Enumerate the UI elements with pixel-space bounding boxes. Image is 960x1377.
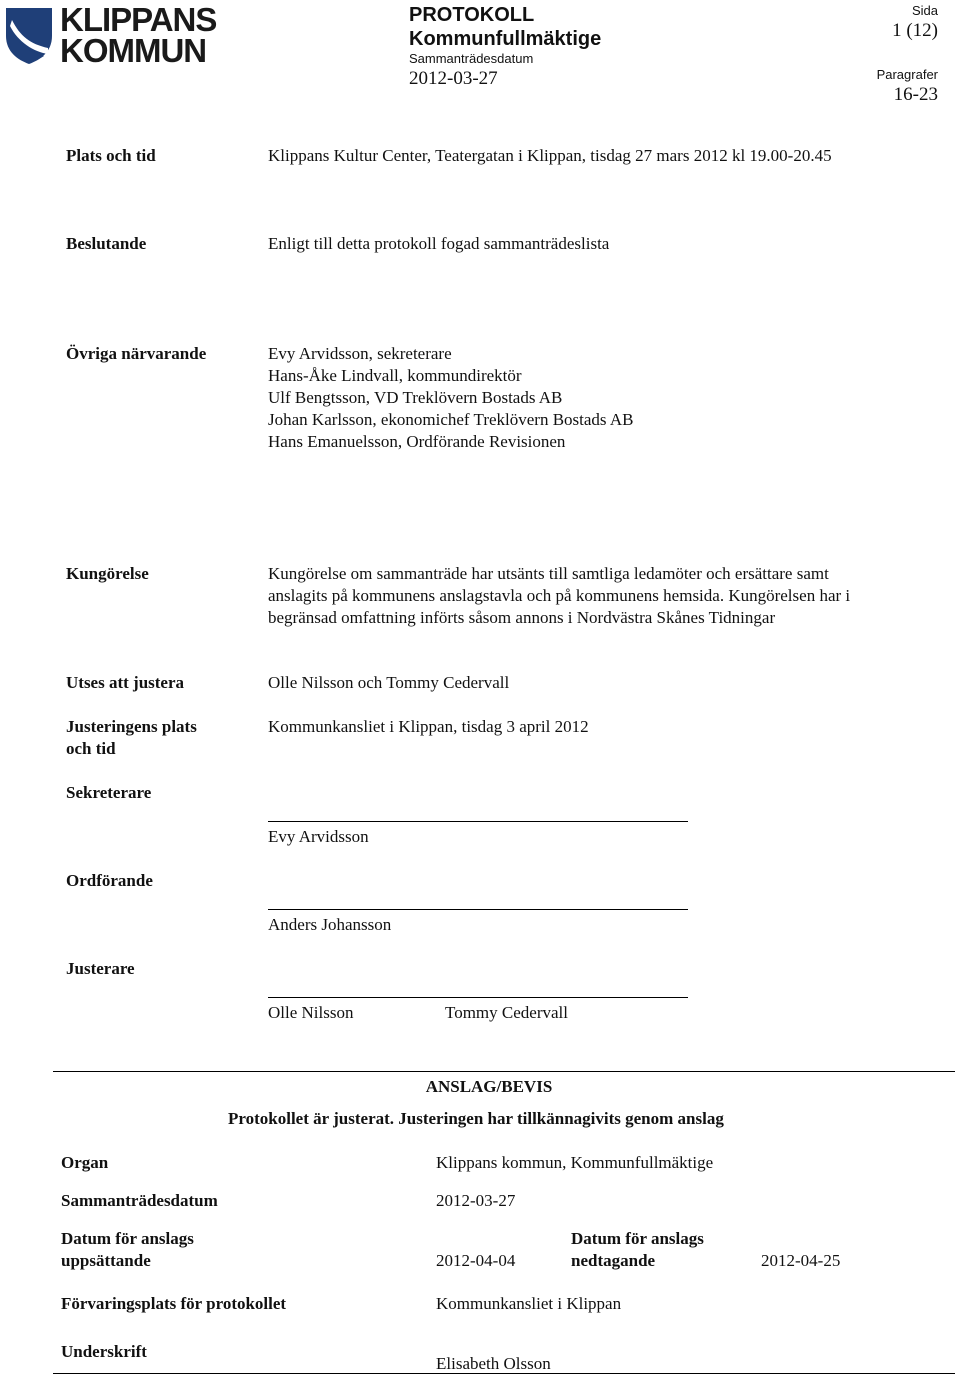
- paragraphs-label: Paragrafer: [876, 67, 938, 82]
- nedtagande-value: 2012-04-25: [761, 1251, 841, 1270]
- sekreterare-signature-line: [268, 821, 688, 822]
- text-line: begränsad omfattning införts såsom annons i Nordvästra Skånes Tidningar: [268, 608, 776, 627]
- uppsattande-value: 2012-04-04: [436, 1251, 516, 1270]
- paragraphs-range: 16-23: [893, 84, 938, 105]
- ovriga-label: Övriga närvarande: [66, 344, 207, 363]
- list-item: Johan Karlsson, ekonomichef Treklövern Bostads AB: [268, 410, 634, 429]
- justerare-label: Justerare: [66, 959, 135, 978]
- meeting-date: 2012-03-27: [409, 68, 498, 89]
- justerare-name-1: Olle Nilsson: [268, 1003, 354, 1022]
- underskrift-name: Elisabeth Olsson: [436, 1354, 551, 1373]
- anslag-subtitle: Protokollet är justerat. Justeringen har tillkännagivits genom anslag: [228, 1109, 724, 1128]
- anslag-datum-value: 2012-03-27: [436, 1191, 516, 1210]
- justering-label-line2: och tid: [66, 739, 116, 758]
- list-item: Hans-Åke Lindvall, kommundirektör: [268, 366, 522, 385]
- kungorelse-text: [268, 563, 850, 629]
- text-line: anslagits på kommunens anslagstavla och på kommunens hemsida. Kungörelsen har i: [268, 586, 851, 605]
- nedtagande-label-line1: Datum för anslags: [571, 1229, 704, 1248]
- list-item: Ulf Bengtsson, VD Treklövern Bostads AB: [268, 388, 563, 407]
- justerare-signature-line: [268, 997, 688, 998]
- forvaring-label: Förvaringsplats för protokollet: [61, 1294, 287, 1313]
- anslag-title: ANSLAG/BEVIS: [425, 1077, 553, 1096]
- nedtagande-label: [571, 1228, 704, 1272]
- anslag-top-divider: [53, 1071, 955, 1072]
- page-number: 1 (12): [892, 20, 938, 41]
- uppsattande-label-line2: uppsättande: [61, 1251, 151, 1270]
- justering-label: [66, 716, 197, 760]
- plats-label: Plats och tid: [66, 146, 156, 165]
- document-type: PROTOKOLL: [409, 4, 535, 26]
- beslutande-value: Enligt till detta protokoll fogad sammanträdeslista: [268, 234, 610, 253]
- page-label: Sida: [911, 3, 938, 18]
- anslag-bottom-divider: [53, 1373, 955, 1374]
- meeting-date-label: Sammanträdesdatum: [409, 51, 534, 66]
- ordforande-signature-line: [268, 909, 688, 910]
- organ-value: Klippans kommun, Kommunfullmäktige: [436, 1153, 714, 1172]
- anslag-datum-label: Sammanträdesdatum: [61, 1191, 218, 1210]
- logo-text-line1: KLIPPANS: [60, 1, 217, 38]
- organ-label: Organ: [61, 1153, 109, 1172]
- plats-value: Klippans Kultur Center, Teatergatan i Klippan, tisdag 27 mars 2012 kl 19.00-20.45: [268, 146, 832, 165]
- list-item: Hans Emanuelsson, Ordförande Revisionen: [268, 432, 566, 451]
- coat-of-arms-icon: [4, 6, 54, 66]
- uppsattande-label: [61, 1228, 194, 1272]
- ordforande-label: Ordförande: [66, 871, 153, 890]
- beslutande-label: Beslutande: [66, 234, 147, 253]
- list-item: Evy Arvidsson, sekreterare: [268, 344, 452, 363]
- sekreterare-label: Sekreterare: [66, 783, 152, 802]
- underskrift-label: Underskrift: [61, 1342, 147, 1361]
- uppsattande-label-line1: Datum för anslags: [61, 1229, 194, 1248]
- justerare-name-2: Tommy Cedervall: [445, 1003, 568, 1022]
- municipality-logo: [4, 1, 217, 69]
- utses-label: Utses att justera: [66, 673, 185, 692]
- nedtagande-label-line2: nedtagande: [571, 1251, 656, 1270]
- logo-text-line2: KOMMUN: [60, 32, 207, 69]
- body-name: Kommunfullmäktige: [409, 28, 602, 50]
- sekreterare-name: Evy Arvidsson: [268, 827, 369, 846]
- ordforande-name: Anders Johansson: [268, 915, 392, 934]
- forvaring-value: Kommunkansliet i Klippan: [436, 1294, 622, 1313]
- utses-value: Olle Nilsson och Tommy Cedervall: [268, 673, 510, 692]
- text-line: Kungörelse om sammanträde har utsänts till samtliga ledamöter och ersättare samt: [268, 564, 829, 583]
- ovriga-list: [268, 343, 633, 453]
- justering-value: Kommunkansliet i Klippan, tisdag 3 april 2012: [268, 717, 589, 736]
- kungorelse-label: Kungörelse: [66, 564, 149, 583]
- justering-label-line1: Justeringens plats: [66, 717, 197, 736]
